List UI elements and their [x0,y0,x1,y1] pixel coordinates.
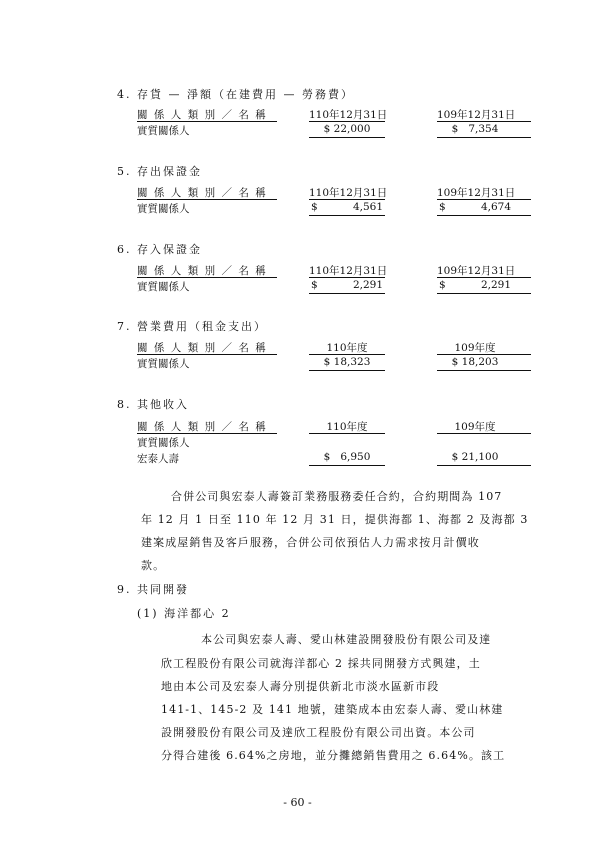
para2-line: 設開發股份有限公司及達欣工程股份有限公司出資。本公司 [161,726,476,739]
subsection-1-title: (1) 海洋都心 2 [137,607,231,620]
table-section-6 [137,262,535,294]
para2-line: 分得合建後 6.64%之房地，並分攤總銷售費用之 6.64%。該工 [161,749,506,762]
table-header-row [137,418,535,434]
para2-line: 141-1、145-2 及 141 地號，建築成本由宏泰人壽、愛山林建 [161,703,504,716]
para1-line: 合併公司與宏泰人壽簽訂業務服務委任合約，合約期間為 107 [171,490,503,503]
header-col2: 109年12月31日 [437,265,516,277]
header-col2: 109年12月31日 [437,109,516,121]
row-name: 實質關係人 [137,203,190,215]
section-6-title: 6. 存入保證金 [117,243,202,256]
header-col1: 110年12月31日 [309,265,388,277]
table-section-5 [137,184,535,216]
header-name: 關係人類別／名稱 [137,187,273,199]
para2-line: 地由本公司及宏泰人壽分別提供新北市淡水區新市段 [161,680,440,693]
value-underline [309,465,385,466]
header-name: 關係人類別／名稱 [137,109,273,121]
table-section-8 [137,418,535,466]
value-underline [437,137,531,138]
page-number: - 60 - [283,796,312,809]
header-col2: 109年度 [454,421,496,433]
section-9-title: 9. 共同開發 [117,583,189,596]
table-row [137,355,535,371]
value-underline [309,137,385,138]
section-5-title: 5. 存出保證金 [117,165,202,178]
header-name: 關係人類別／名稱 [137,265,273,277]
row-value-1: $ 22,000 [323,123,371,135]
header-name: 關係人類別／名稱 [137,342,273,354]
section-7-title: 7. 營業費用（租金支出） [117,320,267,333]
para1-line: 年 12 月 1 日至 110 年 12 月 31 日，提供海都 1、海都 2 及海都 3 [141,513,529,526]
header-col2: 109年12月31日 [437,187,516,199]
row-value-1: $ 4,561 [311,201,383,213]
para1-line: 款。 [141,559,166,572]
table-header-row [137,339,535,355]
value-underline [437,370,531,371]
table-row [137,122,535,138]
header-col1: 110年度 [326,421,368,433]
table-section-7 [137,339,535,371]
header-col1: 110年12月31日 [309,109,388,121]
para2-line: 欣工程股份有限公司就海洋都心 2 採共同開發方式興建，土 [161,657,481,670]
value-underline [437,465,531,466]
header-name: 關係人類別／名稱 [137,421,273,433]
value-underline [437,293,531,294]
table-group-row [137,434,535,450]
row-value-2: $ 18,203 [451,356,499,368]
row-value-2: $ 21,100 [451,451,499,463]
value-underline [309,370,385,371]
row-value-2: $ 4,674 [439,201,511,213]
row-value-2: $ 7,354 [451,123,499,135]
header-col1: 110年度 [326,342,368,354]
value-underline [437,215,531,216]
row-value-1: $ 2,291 [311,279,383,291]
row-name: 宏泰人壽 [137,453,179,465]
para1-line: 建案成屋銷售及客戶服務，合併公司依預估人力需求按月計價收 [141,536,480,549]
table-row [137,450,535,466]
table-row [137,278,535,294]
value-underline [309,215,385,216]
value-underline [309,293,385,294]
table-header-row [137,184,535,200]
row-value-1: $ 18,323 [323,356,371,368]
row-value-2: $ 2,291 [439,279,511,291]
row-name: 實質關係人 [137,125,190,137]
section-8-title: 8. 其他收入 [117,398,189,411]
table-header-row [137,106,535,122]
header-col1: 110年12月31日 [309,187,388,199]
para2-line: 本公司與宏泰人壽、愛山林建設開發股份有限公司及達 [201,633,492,646]
row-name: 實質關係人 [137,358,190,370]
header-col2: 109年度 [454,342,496,354]
table-header-row [137,262,535,278]
section-4-title: 4. 存貨 — 淨額（在建費用 — 勞務費） [117,88,354,101]
table-section-4 [137,106,535,138]
row-name: 實質關係人 [137,281,190,293]
table-row [137,200,535,216]
row-value-1: $ 6,950 [323,451,371,463]
group-name: 實質關係人 [137,437,190,449]
